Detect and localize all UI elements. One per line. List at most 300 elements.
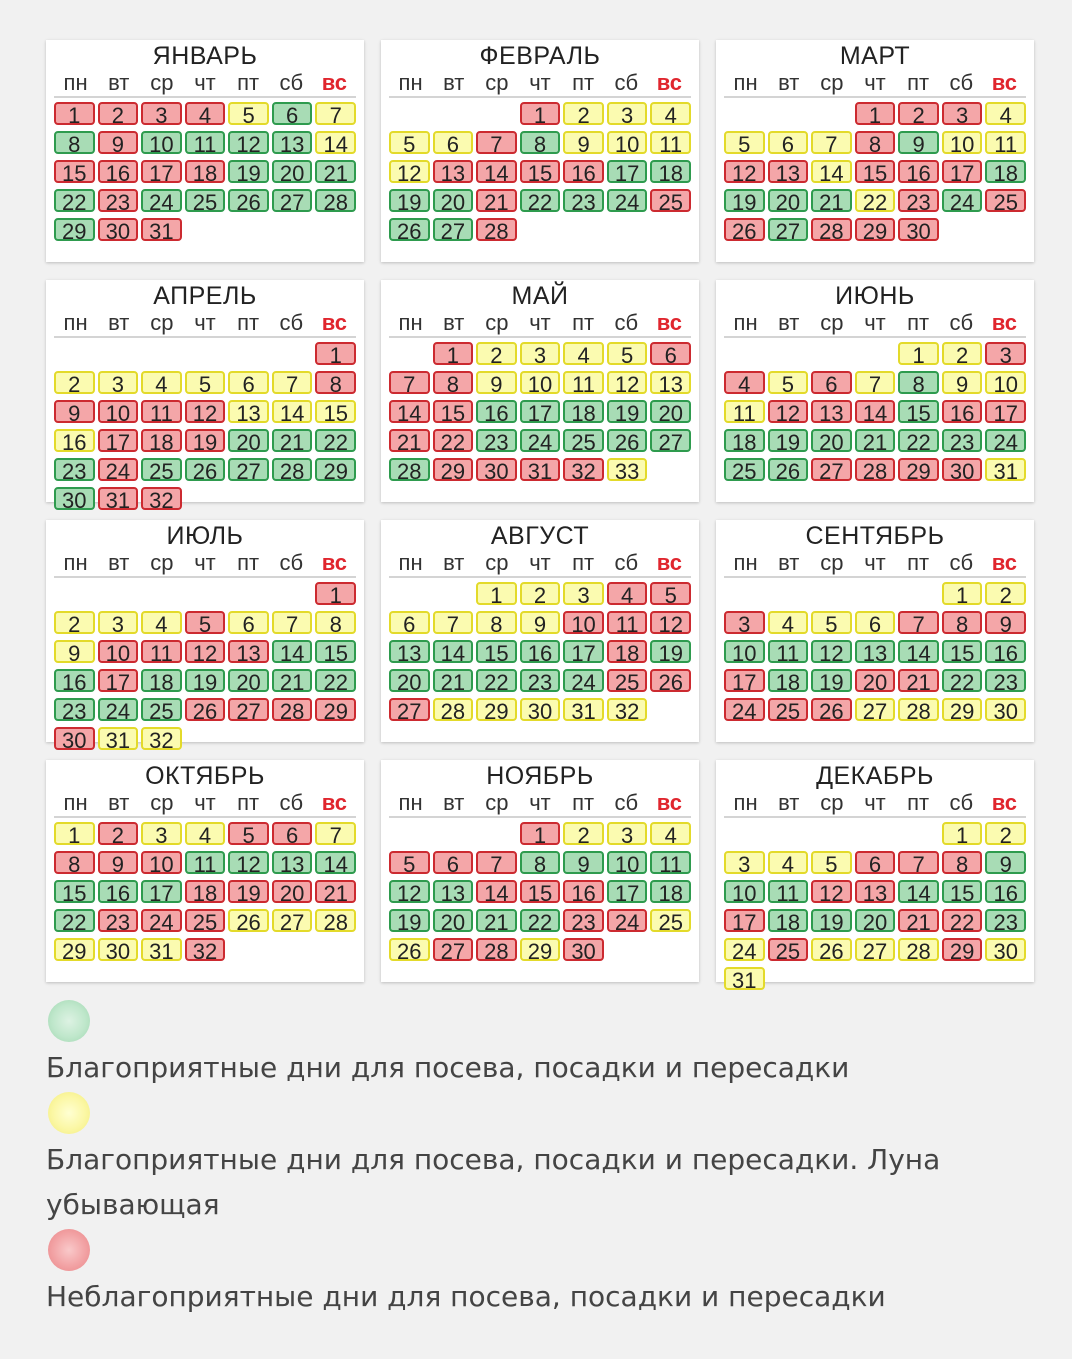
day-cell: 30 (520, 698, 561, 721)
weekday-label: сб (614, 790, 639, 815)
day-cell: 4 (724, 371, 765, 394)
empty-cell (476, 102, 517, 125)
day-cell: 25 (185, 189, 226, 212)
day-cell: 19 (768, 429, 809, 452)
day-cell: 4 (607, 582, 648, 605)
day-cell: 20 (228, 429, 269, 452)
day-cell: 19 (228, 880, 269, 903)
weekday-label: чт (864, 550, 886, 575)
day-cell: 18 (650, 880, 691, 903)
day-cell: 24 (141, 909, 182, 932)
weekday-label: пн (733, 310, 758, 335)
day-cell: 18 (141, 429, 182, 452)
empty-cell (724, 822, 765, 845)
weekday-label: сб (949, 310, 974, 335)
day-cell: 16 (563, 880, 604, 903)
weekday-label: ср (150, 70, 174, 95)
day-cell: 23 (563, 909, 604, 932)
day-cell: 13 (228, 640, 269, 663)
month-calendar (716, 760, 1034, 993)
day-cell: 23 (98, 909, 139, 932)
day-cell: 17 (985, 400, 1026, 423)
day-cell: 12 (811, 880, 852, 903)
month-calendar (381, 40, 699, 262)
day-cell: 19 (228, 160, 269, 183)
day-cell: 12 (185, 640, 226, 663)
empty-cell (898, 822, 939, 845)
day-cell: 11 (607, 611, 648, 634)
weekday-label: пн (733, 790, 758, 815)
weekday-label: пт (907, 70, 930, 95)
weekday-label: чт (864, 310, 886, 335)
day-cell: 9 (985, 851, 1026, 874)
day-cell: 31 (141, 938, 182, 961)
day-cell: 19 (650, 640, 691, 663)
empty-cell (433, 102, 474, 125)
day-cell: 27 (811, 458, 852, 481)
day-cell: 9 (98, 851, 139, 874)
day-cell: 21 (315, 880, 356, 903)
day-cell: 2 (563, 822, 604, 845)
day-cell: 30 (98, 938, 139, 961)
day-cell: 29 (315, 458, 356, 481)
day-cell: 5 (768, 371, 809, 394)
day-cell: 28 (811, 218, 852, 241)
weekday-label: вс (321, 790, 348, 815)
day-cell: 22 (315, 429, 356, 452)
day-cell: 10 (985, 371, 1026, 394)
empty-cell (811, 582, 852, 605)
day-cell: 5 (811, 611, 852, 634)
weekday-label: сб (279, 550, 304, 575)
green-circle-icon (48, 1000, 90, 1042)
day-cell: 28 (272, 458, 313, 481)
empty-cell (724, 582, 765, 605)
weekday-header (54, 310, 356, 338)
day-cell: 29 (942, 938, 983, 961)
weekday-label: вс (321, 550, 348, 575)
weekday-label: пт (572, 70, 595, 95)
day-cell: 7 (898, 851, 939, 874)
day-cell: 14 (476, 160, 517, 183)
day-cell: 11 (185, 851, 226, 874)
weekday-label: пн (398, 790, 423, 815)
day-cell: 6 (228, 611, 269, 634)
day-cell: 6 (650, 342, 691, 365)
day-cell: 28 (855, 458, 896, 481)
day-cell: 23 (942, 429, 983, 452)
day-cell: 1 (54, 102, 95, 125)
day-cell: 4 (185, 102, 226, 125)
day-cell: 7 (272, 611, 313, 634)
day-cell: 3 (607, 102, 648, 125)
weekday-header (724, 790, 1026, 818)
day-cell: 2 (520, 582, 561, 605)
day-cell: 5 (607, 342, 648, 365)
day-cell: 6 (811, 371, 852, 394)
day-cell: 14 (433, 640, 474, 663)
weekday-header (389, 310, 691, 338)
empty-cell (54, 342, 95, 365)
day-cell: 27 (228, 698, 269, 721)
day-cell: 15 (942, 880, 983, 903)
day-cell: 9 (54, 400, 95, 423)
day-cell: 24 (607, 909, 648, 932)
day-cell: 15 (520, 880, 561, 903)
day-cell: 22 (520, 189, 561, 212)
day-cell: 32 (141, 727, 182, 750)
empty-cell (141, 582, 182, 605)
day-cell: 29 (315, 698, 356, 721)
calendar-grid (46, 40, 1034, 993)
legend-text: Благоприятные дни для посева, посадки и пересадки (46, 1051, 850, 1084)
day-cell: 23 (54, 458, 95, 481)
empty-cell (389, 822, 430, 845)
day-cell: 25 (768, 698, 809, 721)
day-cell: 13 (768, 160, 809, 183)
day-cell: 13 (650, 371, 691, 394)
weekday-label: пн (63, 790, 88, 815)
day-cell: 31 (98, 727, 139, 750)
day-cell: 11 (185, 131, 226, 154)
weekday-label: вс (656, 310, 683, 335)
day-cell: 15 (520, 160, 561, 183)
weekday-label: чт (864, 70, 886, 95)
day-cell: 16 (942, 400, 983, 423)
day-cell: 15 (54, 880, 95, 903)
day-cell: 28 (272, 698, 313, 721)
day-cell: 16 (563, 160, 604, 183)
day-cell: 29 (476, 698, 517, 721)
legend (46, 1000, 1036, 1321)
weekday-label: ср (820, 310, 844, 335)
day-cell: 5 (724, 131, 765, 154)
day-cell: 17 (724, 669, 765, 692)
day-cell: 11 (768, 880, 809, 903)
day-cell: 15 (898, 400, 939, 423)
day-cell: 10 (563, 611, 604, 634)
day-cell: 18 (650, 160, 691, 183)
legend-item-red (46, 1229, 1036, 1319)
month-title: МАЙ (511, 282, 569, 310)
day-cell: 12 (768, 400, 809, 423)
day-cell: 20 (272, 880, 313, 903)
month-calendar (46, 280, 364, 513)
weekday-label: вт (443, 70, 465, 95)
day-cell: 6 (433, 851, 474, 874)
weekday-label: вт (108, 790, 130, 815)
weekday-label: чт (529, 790, 551, 815)
day-cell: 21 (898, 909, 939, 932)
weekday-label: ср (820, 550, 844, 575)
day-cell: 30 (985, 698, 1026, 721)
day-cell: 22 (315, 669, 356, 692)
day-cell: 7 (898, 611, 939, 634)
month-calendar (46, 40, 364, 262)
empty-cell (855, 822, 896, 845)
day-cell: 9 (476, 371, 517, 394)
day-cell: 24 (563, 669, 604, 692)
weekday-label: пт (907, 790, 930, 815)
day-cell: 26 (768, 458, 809, 481)
day-cell: 21 (811, 189, 852, 212)
day-cell: 25 (141, 698, 182, 721)
day-cell: 26 (607, 429, 648, 452)
day-cell: 17 (98, 669, 139, 692)
day-cell: 10 (520, 371, 561, 394)
day-cell: 24 (98, 458, 139, 481)
empty-cell (141, 342, 182, 365)
empty-cell (98, 342, 139, 365)
day-cell: 12 (724, 160, 765, 183)
day-cell: 19 (185, 669, 226, 692)
day-cell: 22 (520, 909, 561, 932)
day-cell: 20 (228, 669, 269, 692)
empty-cell (389, 102, 430, 125)
day-cell: 12 (650, 611, 691, 634)
day-cell: 7 (315, 102, 356, 125)
day-cell: 5 (185, 371, 226, 394)
day-cell: 9 (985, 611, 1026, 634)
weekday-label: пт (907, 310, 930, 335)
day-cell: 4 (768, 611, 809, 634)
day-cell: 2 (985, 822, 1026, 845)
weekday-label: пт (907, 550, 930, 575)
day-cell: 21 (315, 160, 356, 183)
day-cell: 4 (768, 851, 809, 874)
day-cell: 27 (650, 429, 691, 452)
day-cell: 23 (98, 189, 139, 212)
day-cell: 24 (520, 429, 561, 452)
day-cell: 30 (98, 218, 139, 241)
day-cell: 8 (942, 851, 983, 874)
day-cell: 4 (141, 611, 182, 634)
day-cell: 27 (433, 218, 474, 241)
month-title: АПРЕЛЬ (153, 282, 257, 310)
day-cell: 17 (563, 640, 604, 663)
day-cell: 27 (855, 698, 896, 721)
day-cell: 29 (433, 458, 474, 481)
month-title: ОКТЯБРЬ (145, 762, 265, 790)
day-cell: 23 (985, 909, 1026, 932)
day-cell: 2 (98, 822, 139, 845)
month-calendar (46, 760, 364, 982)
day-cell: 30 (54, 487, 95, 510)
day-cell: 3 (98, 371, 139, 394)
weekday-header (724, 70, 1026, 98)
days-grid (389, 820, 691, 965)
day-cell: 30 (476, 458, 517, 481)
day-cell: 1 (315, 582, 356, 605)
month-title: НОЯБРЬ (486, 762, 594, 790)
day-cell: 9 (942, 371, 983, 394)
weekday-label: сб (279, 790, 304, 815)
day-cell: 22 (942, 669, 983, 692)
weekday-label: вс (991, 70, 1018, 95)
weekday-label: вт (443, 550, 465, 575)
day-cell: 7 (855, 371, 896, 394)
month-title: СЕНТЯБРЬ (805, 522, 945, 550)
day-cell: 29 (898, 458, 939, 481)
day-cell: 12 (607, 371, 648, 394)
day-cell: 4 (185, 822, 226, 845)
day-cell: 19 (811, 909, 852, 932)
day-cell: 19 (724, 189, 765, 212)
day-cell: 13 (228, 400, 269, 423)
day-cell: 30 (985, 938, 1026, 961)
day-cell: 21 (272, 669, 313, 692)
day-cell: 25 (985, 189, 1026, 212)
day-cell: 16 (98, 160, 139, 183)
day-cell: 21 (855, 429, 896, 452)
weekday-label: сб (279, 310, 304, 335)
day-cell: 27 (228, 458, 269, 481)
day-cell: 4 (985, 102, 1026, 125)
weekday-label: пн (63, 70, 88, 95)
day-cell: 12 (811, 640, 852, 663)
day-cell: 25 (650, 909, 691, 932)
day-cell: 12 (389, 880, 430, 903)
weekday-label: ср (150, 790, 174, 815)
day-cell: 2 (898, 102, 939, 125)
month-title: ФЕВРАЛЬ (479, 42, 601, 70)
days-grid (54, 100, 356, 245)
weekday-label: вт (778, 790, 800, 815)
day-cell: 8 (315, 371, 356, 394)
empty-cell (228, 582, 269, 605)
day-cell: 14 (315, 851, 356, 874)
weekday-label: чт (529, 550, 551, 575)
weekday-label: ср (485, 550, 509, 575)
day-cell: 9 (54, 640, 95, 663)
day-cell: 17 (141, 160, 182, 183)
day-cell: 18 (724, 429, 765, 452)
day-cell: 3 (563, 582, 604, 605)
weekday-label: чт (194, 550, 216, 575)
day-cell: 15 (54, 160, 95, 183)
day-cell: 8 (942, 611, 983, 634)
empty-cell (389, 342, 430, 365)
day-cell: 1 (54, 822, 95, 845)
days-grid (54, 820, 356, 965)
day-cell: 5 (389, 131, 430, 154)
empty-cell (855, 342, 896, 365)
empty-cell (811, 342, 852, 365)
empty-cell (389, 582, 430, 605)
day-cell: 3 (724, 851, 765, 874)
day-cell: 29 (855, 218, 896, 241)
yellow-circle-icon (48, 1092, 90, 1134)
legend-text: Неблагоприятные дни для посева, посадки и пересадки (46, 1280, 886, 1313)
day-cell: 10 (98, 640, 139, 663)
day-cell: 3 (607, 822, 648, 845)
day-cell: 6 (389, 611, 430, 634)
day-cell: 22 (898, 429, 939, 452)
month-calendar (46, 520, 364, 753)
day-cell: 3 (724, 611, 765, 634)
day-cell: 19 (607, 400, 648, 423)
weekday-label: сб (949, 790, 974, 815)
day-cell: 21 (476, 189, 517, 212)
day-cell: 10 (141, 851, 182, 874)
day-cell: 17 (607, 880, 648, 903)
weekday-label: сб (949, 550, 974, 575)
weekday-label: сб (614, 310, 639, 335)
day-cell: 17 (607, 160, 648, 183)
day-cell: 3 (520, 342, 561, 365)
day-cell: 22 (433, 429, 474, 452)
day-cell: 29 (520, 938, 561, 961)
day-cell: 2 (54, 611, 95, 634)
day-cell: 15 (315, 640, 356, 663)
weekday-label: вт (108, 310, 130, 335)
day-cell: 1 (942, 582, 983, 605)
month-title: ЯНВАРЬ (152, 42, 258, 70)
day-cell: 2 (476, 342, 517, 365)
day-cell: 15 (433, 400, 474, 423)
day-cell: 18 (185, 160, 226, 183)
day-cell: 19 (389, 909, 430, 932)
day-cell: 14 (315, 131, 356, 154)
day-cell: 26 (650, 669, 691, 692)
day-cell: 25 (141, 458, 182, 481)
day-cell: 25 (650, 189, 691, 212)
empty-cell (228, 342, 269, 365)
day-cell: 8 (315, 611, 356, 634)
day-cell: 25 (768, 938, 809, 961)
weekday-label: сб (614, 70, 639, 95)
day-cell: 33 (607, 458, 648, 481)
day-cell: 2 (942, 342, 983, 365)
day-cell: 28 (898, 698, 939, 721)
day-cell: 23 (563, 189, 604, 212)
weekday-label: вт (443, 310, 465, 335)
weekday-label: ср (820, 70, 844, 95)
day-cell: 15 (476, 640, 517, 663)
weekday-label: вт (443, 790, 465, 815)
day-cell: 16 (98, 880, 139, 903)
weekday-label: пт (572, 550, 595, 575)
day-cell: 21 (476, 909, 517, 932)
weekday-label: пн (398, 310, 423, 335)
day-cell: 5 (650, 582, 691, 605)
weekday-label: чт (529, 310, 551, 335)
day-cell: 18 (985, 160, 1026, 183)
month-title: МАРТ (839, 42, 911, 70)
day-cell: 4 (650, 102, 691, 125)
red-circle-icon (48, 1229, 90, 1271)
weekday-label: чт (864, 790, 886, 815)
day-cell: 13 (855, 640, 896, 663)
weekday-label: пт (572, 310, 595, 335)
day-cell: 20 (855, 909, 896, 932)
day-cell: 14 (898, 880, 939, 903)
day-cell: 13 (433, 880, 474, 903)
day-cell: 14 (272, 400, 313, 423)
day-cell: 32 (607, 698, 648, 721)
day-cell: 6 (855, 611, 896, 634)
day-cell: 9 (520, 611, 561, 634)
day-cell: 27 (272, 909, 313, 932)
empty-cell (724, 342, 765, 365)
day-cell: 11 (768, 640, 809, 663)
day-cell: 20 (389, 669, 430, 692)
legend-item-green (46, 1000, 1036, 1090)
day-cell: 23 (54, 698, 95, 721)
day-cell: 31 (985, 458, 1026, 481)
weekday-label: ср (150, 310, 174, 335)
day-cell: 28 (389, 458, 430, 481)
